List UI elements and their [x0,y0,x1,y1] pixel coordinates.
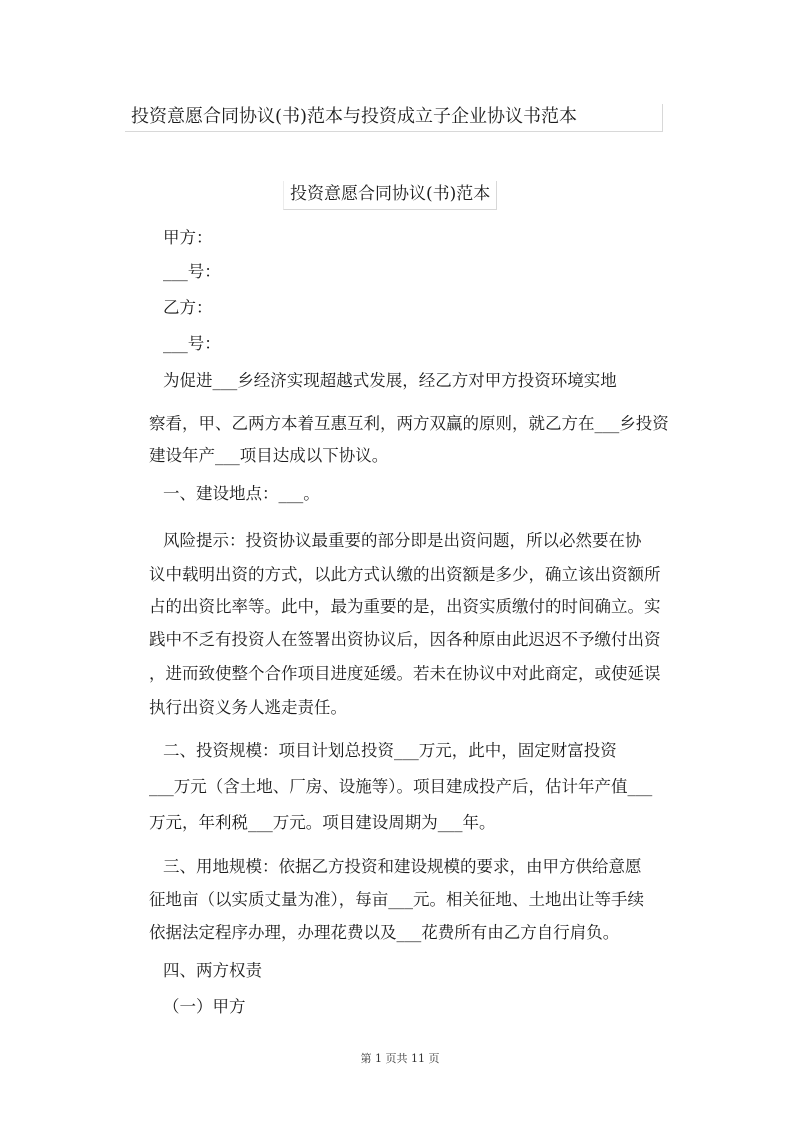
risk-line-1: 风险提示：投资协议最重要的部分即是出资问题，所以必然要在协 [163,531,642,550]
section-4-heading: 四、两方权责 [163,961,262,980]
section-3-line-2: 征地亩（以实质丈量为准），每亩___元。相关征地、土地出让等手续 [149,890,644,909]
contract-subtitle: 投资意愿合同协议(书)范本 [283,181,497,210]
party-b-number: ___号： [163,334,221,353]
document-title: 投资意愿合同协议(书)范本与投资成立子企业协议书范本 [125,104,663,132]
section-3-line-1: 三、用地规模：依据乙方投资和建设规模的要求，由甲方供给意愿 [163,857,642,876]
intro-line-3: 建设年产___项目达成以下协议。 [149,446,389,465]
page-footer: 第 1 页共 11 页 [360,1052,440,1065]
risk-line-2: 议中载明出资的方式，以此方式认缴的出资额是多少，确立该出资额所 [149,565,661,584]
party-a-number: ___号： [163,262,221,281]
risk-line-6: 执行出资义务人逃走责任。 [149,698,347,717]
party-a-label: 甲方： [163,228,213,247]
section-3-line-3: 依据法定程序办理，办理花费以及___花费所有由乙方自行肩负。 [149,923,620,942]
section-2-line-1: 二、投资规模：项目计划总投资___万元，此中，固定财富投资 [163,741,617,760]
intro-line-2: 察看，甲、乙两方本着互惠互利，两方双赢的原则，就乙方在___乡投资 [149,414,669,433]
intro-line-1: 为促进___乡经济实现超越式发展，经乙方对甲方投资环境实地 [163,371,617,390]
party-b-label: 乙方： [163,298,213,317]
risk-line-5: ，进而致使整个合作项目进度延缓。若未在协议中对此商定，或使延误 [149,664,661,683]
section-1-location: 一、建设地点：___。 [163,484,320,503]
risk-line-3: 占的出资比率等。此中，最为重要的是，出资实质缴付的时间确立。实 [149,597,661,616]
section-2-line-3: 万元，年利税___万元。项目建设周期为___年。 [149,813,496,832]
risk-line-4: 践中不乏有投资人在签署出资协议后，因各种原由此迟迟不予缴付出资 [149,630,661,649]
section-4-party-a-heading: （一）甲方 [163,997,246,1016]
section-2-line-2: ___万元（含土地、厂房、设施等）。项目建成投产后，估计年产值___ [149,777,653,796]
